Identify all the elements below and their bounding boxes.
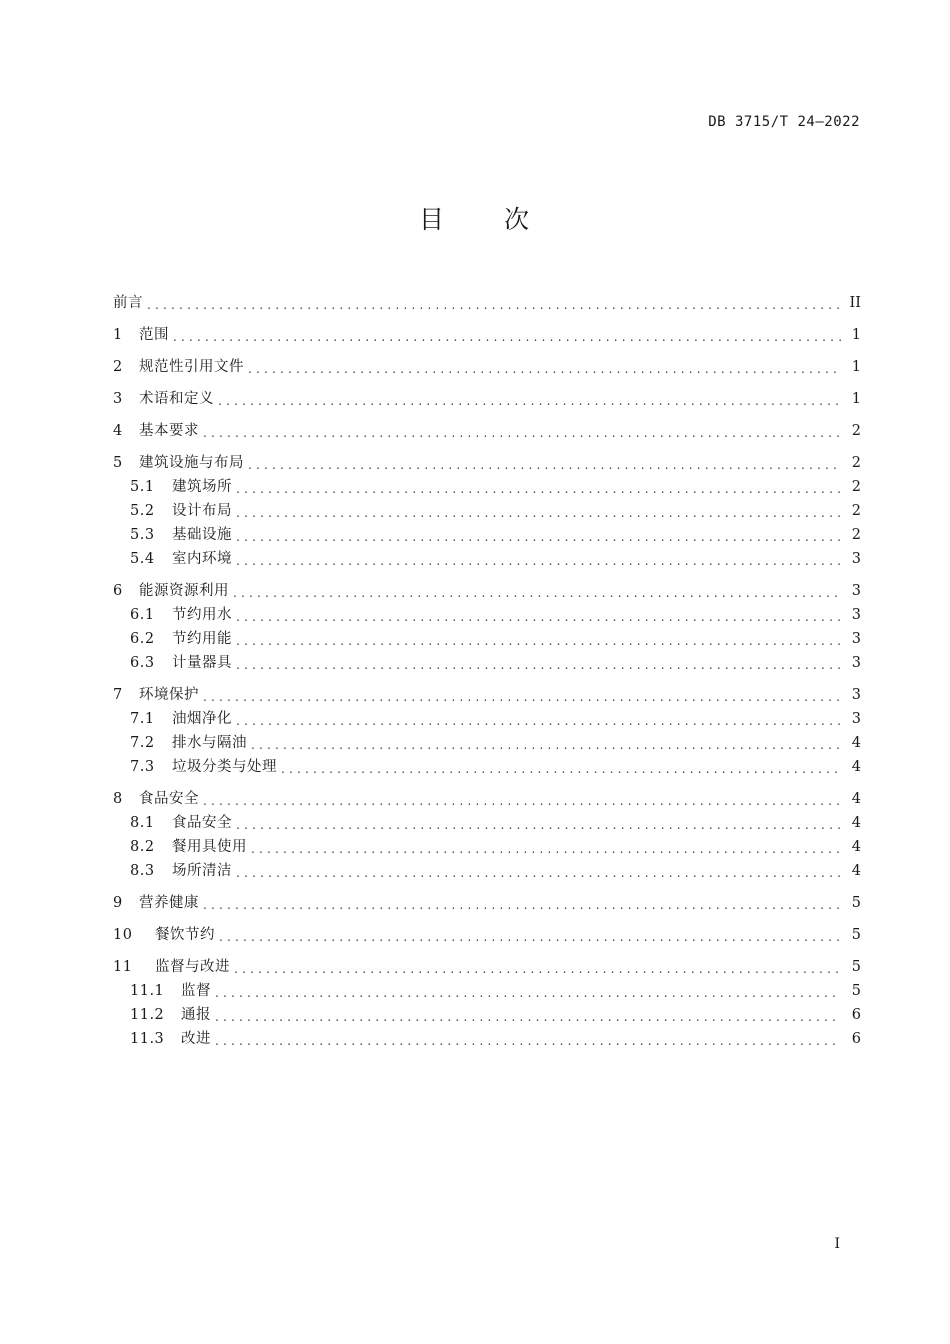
toc-entry-page: 4 [851, 815, 861, 831]
toc-entry-title: 基本要求 [139, 423, 199, 439]
toc-entry-number: 3 [113, 391, 123, 407]
toc-entry-title: 设计布局 [172, 503, 232, 519]
toc-leader-dots [215, 985, 841, 1001]
toc-entry-number: 5.1 [130, 479, 155, 495]
toc-entry-number: 9 [113, 895, 123, 911]
toc-entry-heading [113, 501, 232, 521]
toc-leader-dots [173, 329, 841, 345]
toc-entry-title: 监督与改进 [155, 959, 230, 975]
toc-entry-title: 室内环境 [172, 551, 232, 567]
toc-entry-title: 节约用水 [172, 607, 232, 623]
toc-entry[interactable] [113, 1025, 861, 1049]
toc-entry[interactable] [113, 833, 861, 857]
toc-entry-heading [113, 861, 232, 881]
toc-entry-title: 油烟净化 [172, 711, 232, 727]
toc-leader-dots [281, 761, 841, 777]
toc-entry-number: 5.3 [130, 527, 155, 543]
toc-leader-dots [203, 897, 841, 913]
toc-entry-title: 基础设施 [172, 527, 232, 543]
toc-entry-title: 建筑场所 [172, 479, 232, 495]
toc-leader-dots [251, 737, 841, 753]
toc-entry-number: 11 [113, 959, 133, 975]
toc-leader-dots [236, 553, 841, 569]
toc-entry[interactable] [113, 753, 861, 777]
toc-entry[interactable] [113, 729, 861, 753]
toc-entry[interactable] [113, 809, 861, 833]
toc-entry-heading [113, 813, 232, 833]
toc-leader-dots [248, 361, 841, 377]
toc-entry-title: 建筑设施与布局 [139, 455, 244, 471]
toc-entry-number: 8.1 [130, 815, 155, 831]
toc-leader-dots [203, 793, 841, 809]
toc-entry-number: 4 [113, 423, 123, 439]
toc-entry[interactable] [113, 345, 861, 377]
page-title [0, 200, 950, 236]
toc-entry-title: 范围 [139, 327, 169, 343]
toc-entry-title: 规范性引用文件 [139, 359, 244, 375]
toc-entry-page: 1 [851, 359, 861, 375]
toc-entry-heading [113, 733, 247, 753]
page-number: I [834, 1236, 840, 1252]
toc-leader-dots [236, 657, 841, 673]
toc-entry-number: 8.2 [130, 839, 155, 855]
toc-entry-title: 监督 [181, 983, 211, 999]
toc-entry[interactable] [113, 377, 861, 409]
toc-leader-dots [236, 817, 841, 833]
toc-entry-page: 5 [851, 983, 861, 999]
toc-entry-heading [113, 525, 232, 545]
toc-entry-page: II [849, 295, 861, 311]
toc-leader-dots [236, 481, 841, 497]
toc-entry-page: 4 [851, 759, 861, 775]
toc-entry-heading [113, 605, 232, 625]
toc-entry-page: 2 [851, 503, 861, 519]
toc-entry-heading [113, 629, 232, 649]
toc-entry-title: 通报 [181, 1007, 211, 1023]
toc-entry[interactable] [113, 409, 861, 441]
toc-entry-number: 5.4 [130, 551, 155, 567]
toc-entry-page: 5 [851, 895, 861, 911]
toc-entry-number: 7.1 [130, 711, 155, 727]
toc-entry-title: 餐用具使用 [172, 839, 247, 855]
toc-entry[interactable] [113, 913, 861, 945]
document-code: DB 3715/T 24—2022 [708, 114, 860, 130]
toc-leader-dots [147, 297, 841, 313]
toc-entry-page: 3 [851, 687, 861, 703]
toc-entry-heading [113, 757, 277, 777]
toc-entry-heading [113, 1005, 211, 1025]
toc-leader-dots [215, 1009, 841, 1025]
toc-entry[interactable] [113, 625, 861, 649]
toc-leader-dots [215, 1033, 841, 1049]
toc-entry[interactable] [113, 777, 861, 809]
toc-entry-heading [113, 453, 244, 473]
toc-entry-heading [113, 1029, 211, 1049]
title-char-1: 目 [418, 205, 446, 234]
toc-entry-heading [113, 925, 215, 945]
toc-entry[interactable] [113, 705, 861, 729]
toc-entry-heading [113, 685, 199, 705]
toc-entry-title: 改进 [181, 1031, 211, 1047]
toc-entry[interactable] [113, 649, 861, 673]
toc-entry-page: 3 [851, 631, 861, 647]
toc-entry-page: 6 [851, 1007, 861, 1023]
toc-entry-page: 3 [851, 551, 861, 567]
toc-entry-title: 垃圾分类与处理 [172, 759, 277, 775]
toc-entry-number: 2 [113, 359, 123, 375]
toc-entry-page: 1 [851, 327, 861, 343]
toc-leader-dots [203, 425, 841, 441]
toc-entry-number: 5.2 [130, 503, 155, 519]
toc-entry-title: 营养健康 [139, 895, 199, 911]
toc-entry-heading [113, 357, 244, 377]
toc-entry-page: 3 [851, 583, 861, 599]
toc-entry[interactable] [113, 569, 861, 601]
toc-leader-dots [236, 609, 841, 625]
toc-entry[interactable] [113, 497, 861, 521]
toc-entry-page: 2 [851, 479, 861, 495]
toc-leader-dots [236, 865, 841, 881]
toc-leader-dots [233, 585, 841, 601]
toc-entry-title: 环境保护 [139, 687, 199, 703]
toc-entry-page: 6 [851, 1031, 861, 1047]
toc-entry[interactable] [113, 1001, 861, 1025]
toc-entry-number: 6.1 [130, 607, 155, 623]
toc-entry-number: 8 [113, 791, 123, 807]
toc-entry-heading [113, 581, 229, 601]
toc-entry-title: 场所清洁 [172, 863, 232, 879]
toc-entry-heading [113, 421, 199, 441]
toc-entry-heading [113, 653, 232, 673]
toc-entry-page: 5 [851, 959, 861, 975]
toc-entry-number: 11.3 [130, 1031, 165, 1047]
toc-leader-dots [251, 841, 841, 857]
toc-entry-heading [113, 389, 214, 409]
toc-leader-dots [236, 713, 841, 729]
toc-entry[interactable] [113, 977, 861, 1001]
toc-entry-page: 3 [851, 655, 861, 671]
toc-entry[interactable] [113, 945, 861, 977]
toc-entry-page: 2 [851, 423, 861, 439]
table-of-contents [113, 285, 861, 1049]
toc-entry-page: 1 [851, 391, 861, 407]
toc-entry-heading [113, 549, 232, 569]
toc-entry-page: 3 [851, 711, 861, 727]
toc-entry-page: 4 [851, 735, 861, 751]
toc-entry-title: 食品安全 [172, 815, 232, 831]
toc-entry-page: 3 [851, 607, 861, 623]
toc-entry-heading [113, 325, 169, 345]
toc-leader-dots [218, 393, 841, 409]
toc-leader-dots [236, 633, 841, 649]
toc-entry-title: 餐饮节约 [155, 927, 215, 943]
toc-entry-number: 7.3 [130, 759, 155, 775]
toc-entry-heading [113, 789, 199, 809]
toc-leader-dots [219, 929, 841, 945]
toc-entry[interactable] [113, 285, 861, 313]
toc-leader-dots [234, 961, 841, 977]
toc-entry-page: 2 [851, 455, 861, 471]
toc-entry-title: 节约用能 [172, 631, 232, 647]
toc-entry-heading [113, 981, 211, 1001]
toc-entry-number: 7.2 [130, 735, 155, 751]
toc-entry-heading [113, 477, 232, 497]
toc-entry[interactable] [113, 313, 861, 345]
toc-entry-title: 计量器具 [172, 655, 232, 671]
toc-entry-title: 术语和定义 [139, 391, 214, 407]
toc-entry-page: 5 [851, 927, 861, 943]
title-char-2: 次 [504, 205, 532, 234]
toc-entry-number: 5 [113, 455, 123, 471]
toc-entry-title: 食品安全 [139, 791, 199, 807]
toc-entry[interactable] [113, 601, 861, 625]
toc-entry-page: 4 [851, 791, 861, 807]
toc-entry-page: 2 [851, 527, 861, 543]
toc-entry-heading [113, 837, 247, 857]
toc-entry-title: 能源资源利用 [139, 583, 229, 599]
toc-leader-dots [203, 689, 841, 705]
toc-entry-page: 4 [851, 863, 861, 879]
toc-entry[interactable] [113, 673, 861, 705]
toc-entry[interactable] [113, 521, 861, 545]
toc-entry-number: 7 [113, 687, 123, 703]
toc-entry-number: 11.1 [130, 983, 165, 999]
toc-leader-dots [236, 529, 841, 545]
toc-entry[interactable] [113, 545, 861, 569]
toc-entry[interactable] [113, 881, 861, 913]
toc-entry-heading [113, 957, 230, 977]
toc-entry[interactable] [113, 473, 861, 497]
toc-entry-number: 6.3 [130, 655, 155, 671]
toc-entry-title: 前言 [113, 295, 143, 311]
toc-entry-number: 8.3 [130, 863, 155, 879]
toc-entry-heading [113, 893, 199, 913]
toc-leader-dots [248, 457, 841, 473]
toc-entry-page: 4 [851, 839, 861, 855]
toc-entry-title: 排水与隔油 [172, 735, 247, 751]
toc-entry-number: 6 [113, 583, 123, 599]
toc-entry-number: 11.2 [130, 1007, 165, 1023]
toc-entry-number: 6.2 [130, 631, 155, 647]
toc-entry[interactable] [113, 857, 861, 881]
toc-leader-dots [236, 505, 841, 521]
toc-entry-heading [113, 709, 232, 729]
toc-entry-heading [113, 293, 143, 313]
toc-entry-number: 1 [113, 327, 123, 343]
toc-entry-number: 10 [113, 927, 133, 943]
toc-entry[interactable] [113, 441, 861, 473]
